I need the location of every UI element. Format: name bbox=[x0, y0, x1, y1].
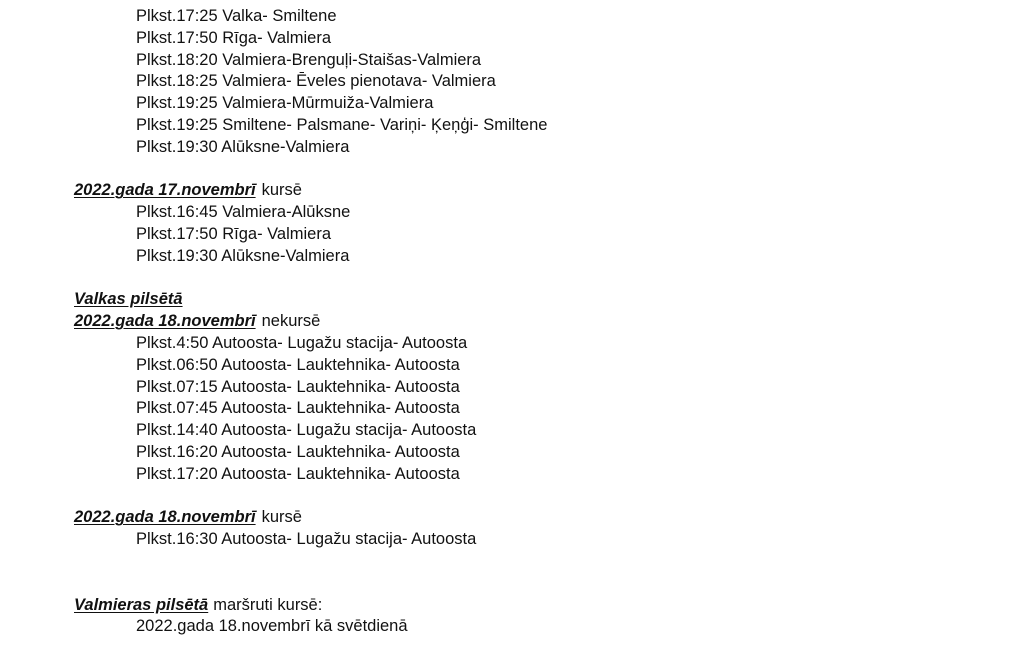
section-heading bbox=[0, 311, 1024, 333]
schedule-item: Plkst.17:50 Rīga- Valmiera bbox=[136, 224, 332, 243]
heading-status: maršruti kursē: bbox=[213, 595, 323, 614]
schedule-item: Plkst.17:50 Rīga- Valmiera bbox=[136, 28, 332, 47]
spacer bbox=[0, 268, 1024, 290]
schedule-list-continued bbox=[0, 6, 1024, 159]
city-heading: Valmieras pilsētā bbox=[74, 595, 209, 614]
schedule-item: Plkst.17:20 Autoosta- Lauktehnika- Autoosta bbox=[136, 464, 460, 483]
heading-status: nekursē bbox=[261, 312, 321, 331]
schedule-item: Plkst.06:50 Autoosta- Lauktehnika- Autoosta bbox=[136, 355, 460, 374]
section-heading bbox=[0, 507, 1024, 529]
section-heading bbox=[0, 595, 1024, 617]
schedule-item: Plkst.16:30 Autoosta- Lugažu stacija- Autoosta bbox=[136, 530, 477, 549]
section-heading bbox=[0, 180, 1024, 202]
schedule-item: Plkst.19:30 Alūksne-Valmiera bbox=[136, 246, 350, 265]
schedule-item: Plkst.19:25 Valmiera-Mūrmuiža-Valmiera bbox=[136, 94, 434, 113]
city-heading-row bbox=[0, 289, 1024, 311]
section-17-november bbox=[0, 180, 1024, 267]
schedule-item: Plkst.16:45 Valmiera-Alūksne bbox=[136, 203, 351, 222]
heading-status: kursē bbox=[261, 508, 302, 527]
date-heading: 2022.gada 17.novembrī bbox=[74, 181, 256, 200]
section-valmiera-city bbox=[0, 595, 1024, 639]
schedule-item: Plkst.07:45 Autoosta- Lauktehnika- Autoosta bbox=[136, 399, 460, 418]
schedule-item: Plkst.07:15 Autoosta- Lauktehnika- Autoosta bbox=[136, 377, 460, 396]
schedule-item: Plkst.18:20 Valmiera-Brenguļi-Staišas-Valmiera bbox=[136, 50, 482, 69]
section-18-november-running bbox=[0, 507, 1024, 551]
schedule-item: Plkst.16:20 Autoosta- Lauktehnika- Autoosta bbox=[136, 442, 460, 461]
document-page bbox=[0, 6, 1024, 638]
schedule-item: Plkst.17:25 Valka- Smiltene bbox=[136, 7, 337, 25]
schedule-item: Plkst.4:50 Autoosta- Lugažu stacija- Autoosta bbox=[136, 333, 468, 352]
spacer bbox=[0, 551, 1024, 595]
schedule-item: 2022.gada 18.novembrī kā svētdienā bbox=[136, 617, 408, 636]
city-heading: Valkas pilsētā bbox=[74, 290, 183, 309]
spacer bbox=[0, 486, 1024, 508]
date-heading: 2022.gada 18.novembrī bbox=[74, 508, 256, 527]
section-valka-city bbox=[0, 289, 1024, 485]
spacer bbox=[0, 159, 1024, 181]
schedule-item: Plkst.19:30 Alūksne-Valmiera bbox=[136, 137, 350, 156]
heading-status: kursē bbox=[261, 181, 302, 200]
date-heading: 2022.gada 18.novembrī bbox=[74, 312, 256, 331]
schedule-item: Plkst.14:40 Autoosta- Lugažu stacija- Autoosta bbox=[136, 421, 477, 440]
schedule-item: Plkst.19:25 Smiltene- Palsmane- Variņi- Ķeņģi- Smiltene bbox=[136, 115, 548, 134]
schedule-item: Plkst.18:25 Valmiera- Ēveles pienotava- Valmiera bbox=[136, 72, 496, 91]
